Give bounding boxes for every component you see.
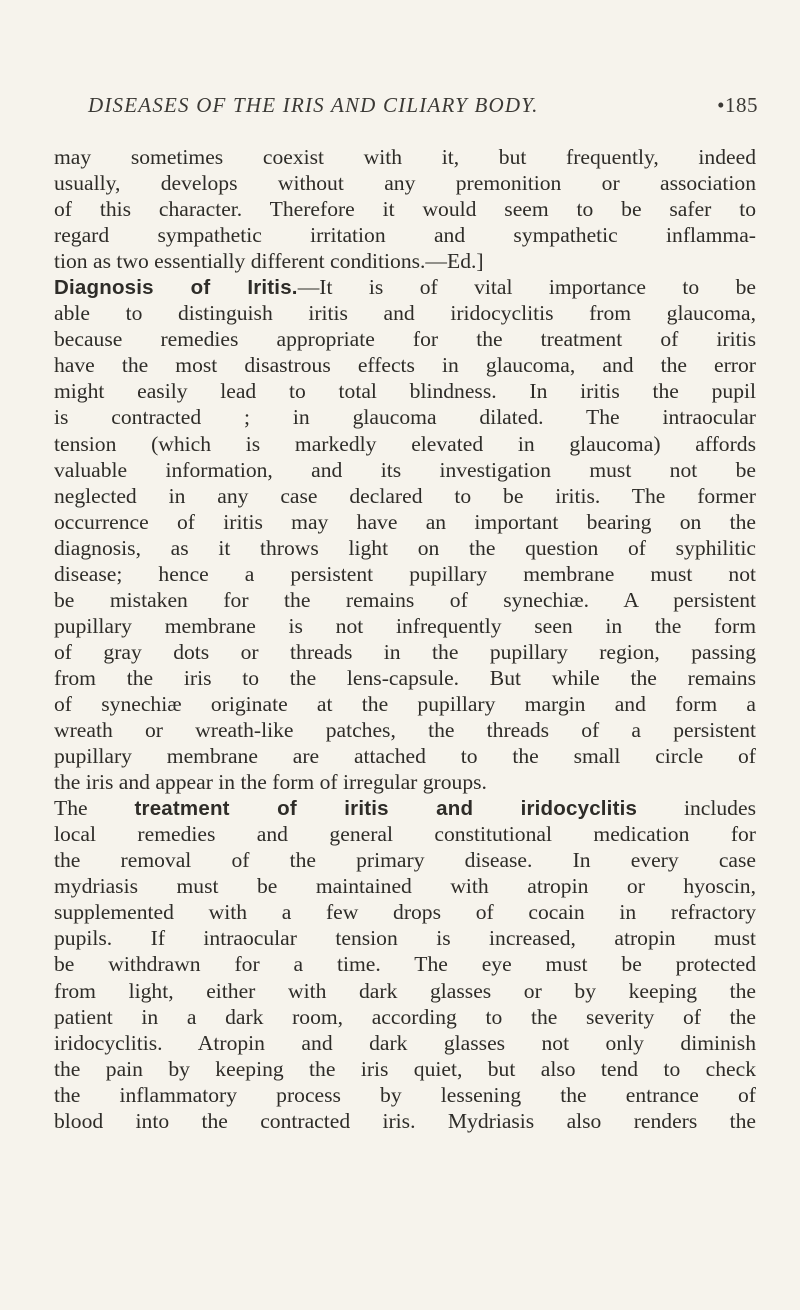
text-line (54, 1030, 756, 1056)
line-text: blood into the contracted iris. Mydriasis also renders the (54, 1108, 756, 1133)
text-line (54, 613, 756, 639)
line-text: the pain by keeping the iris quiet, but also tend to check (54, 1056, 756, 1081)
text-line (54, 509, 756, 535)
text-line (54, 639, 756, 665)
text-line (54, 457, 756, 483)
line-text: the removal of the primary disease. In every case (54, 848, 756, 873)
text-line (54, 248, 756, 274)
line-text: iridocyclitis. Atropin and dark glasses not only diminish (54, 1030, 756, 1055)
text-line (54, 899, 756, 925)
body-text (54, 144, 756, 1134)
text-line (54, 665, 756, 691)
line-text: might easily lead to total blindness. In iritis the pupil (54, 379, 756, 404)
text-line (54, 352, 756, 378)
line-text: may sometimes coexist with it, but frequently, indeed (54, 145, 756, 169)
line-text: usually, develops without any premonition or association (54, 171, 756, 196)
line-text: pupillary membrane is not infrequently seen in the form (54, 613, 756, 638)
line-text: from the iris to the lens-capsule. But while the remains (54, 665, 756, 690)
inline-heading: treatment of iritis and iridocyclitis (134, 797, 638, 821)
line-text: wreath or wreath-like patches, the threads of a persistent (54, 718, 756, 743)
text-line (54, 587, 756, 613)
line-text: from light, either with dark glasses or by keeping the (54, 978, 756, 1003)
line-text: occurrence of iritis may have an important bearing on the (54, 509, 756, 534)
text-line (54, 873, 756, 899)
line-text: tension (which is markedly elevated in glaucoma) affords (54, 431, 756, 456)
line-text: is contracted ; in glaucoma dilated. The intraocular (54, 405, 756, 430)
line-text-after: includes (637, 796, 756, 821)
line-text: have the most disastrous effects in glaucoma, and the error (54, 353, 756, 378)
line-text: the iris and appear in the form of irregular groups. (54, 770, 487, 795)
line-text: able to distinguish iritis and iridocyclitis from glaucoma, (54, 301, 756, 326)
line-text: diagnosis, as it throws light on the question of syphilitic (54, 535, 756, 560)
running-head (88, 93, 758, 121)
text-line (54, 300, 756, 326)
text-line (54, 951, 756, 977)
line-text: disease; hence a persistent pupillary membrane must not (54, 561, 756, 586)
text-line (54, 378, 756, 404)
text-line (54, 847, 756, 873)
line-text: tion as two essentially different conditions.—Ed.] (54, 249, 484, 274)
line-text: be mistaken for the remains of synechiæ. A persistent (54, 587, 756, 612)
line-text: local remedies and general constitutional medication for (54, 822, 756, 847)
line-text: pupils. If intraocular tension is increased, atropin must (54, 926, 756, 951)
text-line (54, 561, 756, 587)
text-line (54, 1056, 756, 1082)
line-text: regard sympathetic irritation and sympathetic inflamma- (54, 223, 756, 248)
section-heading: Diagnosis of Iritis. (54, 276, 298, 300)
line-text: The (54, 796, 135, 821)
text-line (54, 769, 756, 795)
line-text: neglected in any case declared to be iritis. The former (54, 483, 756, 508)
page-number: •185 (717, 93, 758, 117)
line-text: because remedies appropriate for the treatment of iritis (54, 327, 756, 352)
line-text: valuable information, and its investigation must not be (54, 457, 756, 482)
text-line (54, 821, 756, 847)
text-line (54, 978, 756, 1004)
line-text: the inflammatory process by lessening the entrance of (54, 1082, 756, 1107)
text-line (54, 743, 756, 769)
text-line (54, 170, 756, 196)
text-line (54, 717, 756, 743)
text-line (54, 222, 756, 248)
line-text: supplemented with a few drops of cocain in refractory (54, 900, 756, 925)
running-head-title: DISEASES OF THE IRIS AND CILIARY BODY. (88, 93, 539, 117)
text-line (54, 404, 756, 430)
text-line (54, 925, 756, 951)
text-line (54, 483, 756, 509)
text-line (54, 431, 756, 457)
text-line (54, 326, 756, 352)
line-text: be withdrawn for a time. The eye must be protected (54, 952, 756, 977)
text-line (54, 196, 756, 222)
text-line (54, 535, 756, 561)
text-line (54, 1004, 756, 1030)
text-line (54, 274, 756, 300)
line-text: of gray dots or threads in the pupillary region, passing (54, 639, 756, 664)
text-line (54, 1108, 756, 1134)
line-text: patient in a dark room, according to the severity of the (54, 1004, 756, 1029)
line-text: of synechiæ originate at the pupillary margin and form a (54, 691, 756, 716)
text-line (54, 691, 756, 717)
text-line (54, 144, 756, 170)
line-text: mydriasis must be maintained with atropin or hyoscin, (54, 874, 756, 899)
text-line (54, 1082, 756, 1108)
text-line (54, 795, 756, 821)
line-text: pupillary membrane are attached to the small circle of (54, 744, 756, 769)
line-text: —It is of vital importance to be (297, 275, 756, 300)
line-text: of this character. Therefore it would seem to be safer to (54, 197, 756, 222)
